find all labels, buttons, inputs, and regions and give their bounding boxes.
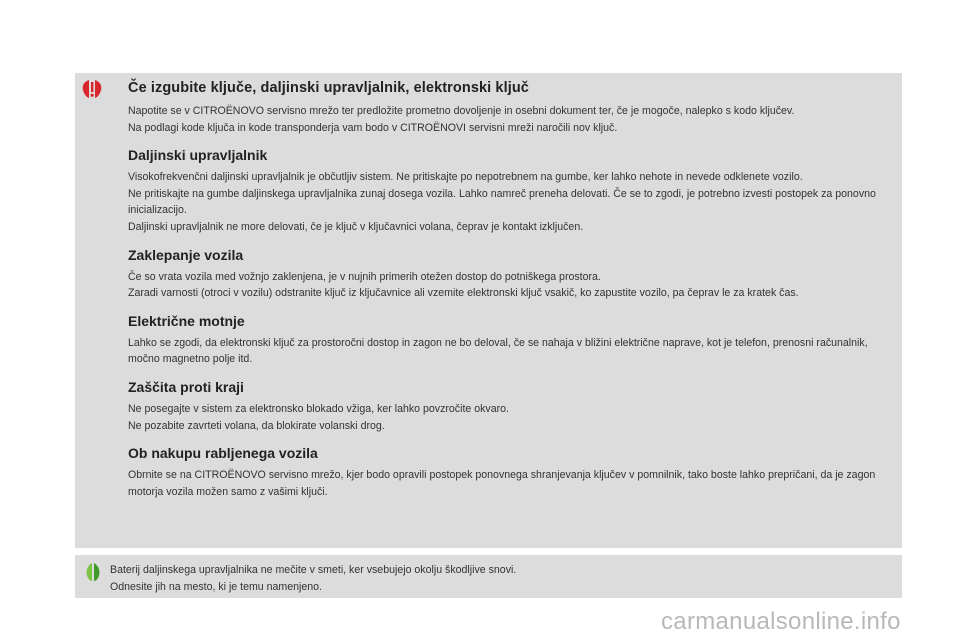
body-line: Ne posegajte v sistem za elektronsko blokado vžiga, ker lahko povzročite okvaro. <box>128 402 509 415</box>
eco-leaf-icon <box>84 561 102 583</box>
body-line: Lahko se zgodi, da elektronski ključ za prostoročni dostop in zagon ne bo deloval, če se nahaja v bližini električne naprave, kot je telefon, prenosni računalnik, močno magnetno polje itd. <box>128 336 868 366</box>
intro-line: Napotite se v CITROËNOVO servisno mrežo ter predložite prometno dovoljenje in osebni dokument ter, če je mogoče, nalepko s kodo ključev. <box>128 105 795 117</box>
watermark: carmanualsonline.info <box>661 608 901 635</box>
section-body-interference <box>128 335 888 368</box>
section-body-locking <box>128 269 888 302</box>
body-line: Visokofrekvenčni daljinski upravljalnik je občutljiv sistem. Ne pritiskajte po nepotrebnem na gumbe, ker lahko nehote in nevede odklenete vozilo. <box>128 171 803 184</box>
body-line: Če so vrata vozila med vožnjo zaklenjena, je v nujnih primerih otežen dostop do potniškega prostora. <box>128 270 601 283</box>
section-body-remote <box>128 169 888 235</box>
section-title-interference: Električne motnje <box>128 312 245 329</box>
section-body-used-vehicle <box>128 467 888 500</box>
section-title-antitheft: Zaščita proti kraji <box>128 378 244 395</box>
section-body-antitheft <box>128 401 888 434</box>
section-title-used-vehicle: Ob nakupu rabljenega vozila <box>128 445 318 462</box>
eco-note-paragraph <box>110 562 890 595</box>
body-line: Daljinski upravljalnik ne more delovati, če je ključ v ključavnici volana, čeprav je kontakt izključen. <box>128 220 584 233</box>
eco-note-line: Odnesite jih na mesto, ki je temu namenjeno. <box>110 580 322 593</box>
body-line: Ne pozabite zavrteti volana, da blokirate volanski drog. <box>128 419 385 432</box>
section-title-locking: Zaklepanje vozila <box>128 246 244 263</box>
eco-note-line: Baterij daljinskega upravljalnika ne mečite v smeti, ker vsebujejo okolju škodljive snovi. <box>110 564 517 576</box>
warning-content <box>128 80 888 500</box>
body-line: Obrnite se na CITROËNOVO servisno mrežo, kjer bodo opravili postopek ponovnega shranjevanja ključev v pomnilnik, tako boste lahko prepričani, da je zagon motorja vozila možen samo z vašimi ključi. <box>128 469 876 498</box>
warning-icon <box>81 79 103 99</box>
main-title: Če izgubite ključe, daljinski upravljalnik, elektronski ključ <box>128 80 529 96</box>
intro-line: Na podlagi kode ključa in kode transponderja vam bodo v CITROËNOVI servisni mreži naročili nov ključ. <box>128 121 618 134</box>
body-line: Zaradi varnosti (otroci v vozilu) odstranite ključ iz ključavnice ali vzemite elektronski ključ vsakič, ko zapustite vozilo, pa čeprav le za kratek čas. <box>128 287 799 300</box>
body-line: Ne pritiskajte na gumbe daljinskega upravljalnika zunaj dosega vozila. Lahko namreč preneha delovati. Če se to zgodi, je potrebno izvesti postopek za ponovno inicializacijo. <box>128 187 876 217</box>
eco-note-text <box>110 562 890 595</box>
intro-paragraph <box>128 103 888 136</box>
section-title-remote: Daljinski upravljalnik <box>128 147 268 164</box>
